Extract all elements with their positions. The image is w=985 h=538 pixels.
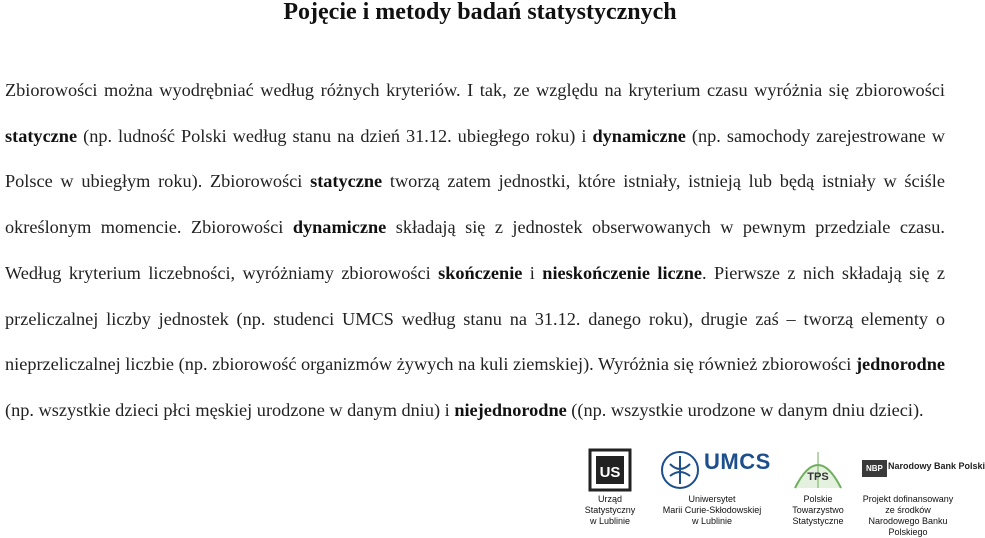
logo-caption-line: Towarzystwo (792, 505, 844, 515)
pts-logo-mark: TPS (807, 471, 829, 483)
text-segment: (np. ludność Polski według stanu na dzień 31.12. ubiegłego roku) i (77, 125, 593, 146)
term-jednorodne: jednorodne (855, 354, 945, 375)
term-skonczenie: skończenie (438, 262, 523, 283)
term-niejednorodne: niejednorodne (454, 399, 567, 420)
logo-caption-line: w Lublinie (589, 516, 631, 526)
text-segment: . Pierwsze z nich składają się z przeliczalnej liczby jednostek (np. studenci UMCS według stanu na 31.12. danego roku), drugie zaś – tworzą elementy o nieprzeliczalnej liczbie (np. zbiorowość organizmów żywych na kuli ziemskiej). Wyróżnia się również zbiorowości (5, 262, 945, 375)
nbp-name: Narodowy Bank Polski (888, 461, 985, 471)
text-segment: (np. samochody zarejestrowane w Polsce w ubiegłym roku). Zbiorowości (5, 125, 945, 192)
logo-caption-line: Narodowego Banku Polskiego (868, 516, 948, 537)
term-statyczne: statyczne (5, 125, 78, 146)
text-segment: Zbiorowości można wyodrębniać według różnych kryteriów. I tak, ze względu na kryterium czasu wyróżnia się zbiorowości (5, 80, 945, 100)
logo-urzad-statystyczny (572, 446, 648, 526)
body-paragraph (5, 68, 945, 434)
term-dynamiczne: dynamiczne (592, 125, 686, 146)
term-statyczne: statyczne (310, 171, 383, 192)
text-segment: tworzą zatem jednostki, które istniały, istnieją lub będą istniały w ściśle określonym momencie. Zbiorowości (5, 171, 945, 238)
term-nieskonczenie-liczne: nieskończenie liczne (542, 262, 703, 283)
logo-caption-line: Uniwersytet (688, 494, 736, 504)
nbp-mark: NBP (862, 460, 887, 477)
us-logo-mark: US (599, 464, 621, 481)
text-segment: składają się z jednostek obserwowanych w pewnym przedziale czasu. Według kryterium liczebności, wyróżniamy zbiorowości (5, 217, 946, 283)
logo-caption-line: ze środków (885, 505, 931, 515)
text-segment: (np. wszystkie dzieci płci męskiej urodzone w danym dniu) i (5, 399, 455, 420)
pts-logo-icon (793, 448, 843, 492)
logo-pts (778, 446, 858, 526)
logo-caption-line: Statystyczny (584, 505, 636, 515)
term-dynamiczne: dynamiczne (292, 217, 387, 238)
text-segment: ((np. wszystkie urodzone w danym dniu dzieci). (566, 399, 924, 420)
us-logo-icon (588, 448, 632, 492)
umcs-wordmark: UMCS (704, 449, 771, 474)
logo-caption-line: w Lublinie (691, 516, 733, 526)
logo-caption-line: Marii Curie-Skłodowskiej (662, 505, 762, 515)
footer-logos (0, 446, 985, 537)
logo-caption-line: Urząd (597, 494, 622, 504)
logo-caption-line: Polskie (803, 494, 833, 504)
text-segment: i (522, 262, 543, 283)
logo-caption-line: Statystyczne (792, 516, 844, 526)
logo-umcs (652, 446, 772, 526)
logo-nbp (858, 446, 985, 537)
umcs-crest-icon (660, 448, 700, 492)
page-title: Pojęcie i metody badań statystycznych (283, 0, 677, 25)
logo-caption-line: Projekt dofinansowany (862, 494, 954, 504)
